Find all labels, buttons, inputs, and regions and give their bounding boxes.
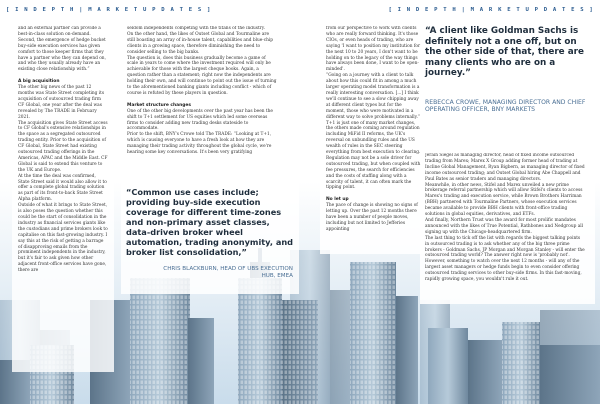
subheading-no-let-up: No let up	[326, 197, 349, 203]
column-1-body: The other big news of the past 12 months was State Street completing its acquisition of outsourced trading firm CF Global, one year after the deal was revealed by The TRADE in February 2021. The acquisition gives State Street access to CF Global's extensive relationships in the space as a segregated outsourced trading entity. Prior to the acquisition of CF Global, State Street had existing outsourced trading offerings in the Americas, APAC and the Middle East. CF Global is said to extend this venture to the UK and Europe. At the time the deal was confirmed, State Street said it would also allow it to offer a complete global trading solution as part of its front-to-back State Street Alpha platform. Outside of what it brings to State Street, is also poses the question whether this could be the start of consolidation in the industry as financial services giants like the custodians and prime brokers look to capitalise on this fast-growing industry. I say this at the risk of getting a barrage of disapproving emails from the prominent independents in the industry, but it's fair to ask given how other adjacent front-office services have gone, there are	[18, 85, 108, 274]
column-3-body-continued: The pace of change is showing no signs of letting up. Over the past 12 months there have been a number of people moves, including but not limited to Jefferies appointing	[326, 203, 418, 232]
column-3-body: from our perspective to work with clients who are really forward thinking. It's those CIOs, or even heads of trading, who are saying 'I want to position my institution for the next 10 to 20 years, I don't want to be holding on to the legacy of the way things have always been done, I want to be open-minded'. “Going on a journey with a client to talk about how this could fit in among a much larger operating model transformation is a really interesting conversation. [...] I think we'll continue to see a slow chipping away at different client types but for the moment, those who were motivated in a different way to solve problems internally.” T+1 is just one of many market changes, the others made coming around regulation including MiFid II reforms, the UK's reversal on unbundling rules and the US wealth of rules in the SEC steering everything from best execution to clearing. Regulation may not be a sole driver for outsourced trading, but when coupled with fee pressures, the search for efficiencies and the costs of staffing along with a scarcity of talent, it can often mark the tipping point.	[326, 26, 421, 191]
pull-quote-blackburn: “Common use cases include; providing buy-side execution coverage for different time-zones and non-primary asset classes, data-driven broker wheel automation, trading anonymity, and broker list consolidation,”	[126, 187, 294, 257]
article-column-4: Jerain Siegel as managing director, head of fixed income outsourced trading from Marex; Marex X Group adding former head of trading at Incline Global Management, Ryan Bigbern, as managing director of fixed income outsourced trading; and Outset Global hiring Abe Chappell and Paul Bates as senior traders and managing directors. Meanwhile, in other news, Stifel and Marex unveiled a new prime brokerage referral partnership which will allow Stifel's clients to access Marex's trading and execution service, while Brown Brothers Harriman (BBH) partnered with Tourmaline Partners, whose execution services became available to provide BBH clients with front-office trading solutions in global equities, derivatives, and ETFs. And finally, Northern Trust was the award for most prolific mandates announced with the likes of True Potential, Rathbones and Nedgroup all signing up with the Chicago-headquartered firm. The last thing to tick off the list with regards the biggest talking points in outsourced trading is to ask whether any of the big three prime brokers - Goldman Sachs, JP Morgan and Morgan Stanley - will enter the outsourced trading world? The answer right now is 'probably not'. However, something to watch over the next 12 months - will any of the largest asset managers or hedge funds begin to even consider offering outsourced trading services to other buy-side firms. In this fast-moving, rapidly growing space, you wouldn't rule it out.	[425, 153, 585, 283]
subheading-big-acquisition: A big acquisition	[18, 79, 60, 85]
subheading-market-structure: Market structure changes	[127, 102, 191, 108]
section-header-right: [ I N D E P T H | M A R K E T U P D A T E S ]	[388, 7, 594, 13]
pull-quote-blackburn-attribution: CHRIS BLACKBURN, HEAD OF UBS EXECUTION HUB, EMEA	[163, 266, 293, 279]
article-column-2	[127, 26, 277, 186]
article-column-1	[18, 26, 108, 404]
column-2-body-continued: One of the other big developments over the past year has been the shift to T+1 settlement for US equities which led some overseas firms to consider adding new trading desks stateside to accommodate. Prior to the shift, BNY's Crowe told The TRADE: “Looking at T+1, which is causing everyone to have a fresh look at how they are managing their trading activity throughout the global cycle, we're hearing some key conversations. It's been very gratifying	[127, 108, 273, 156]
section-header-left: [ I N D E P T H | M A R K E T U P D A T E S ]	[6, 7, 212, 13]
column-1-intro: and an external partner can provide a best-in-class solution on-demand. Second, the emergence of hedge bucket buy-side execution services has given comfort to those keeper firms that they have a partner who they can depend on, and who they usually already have an existing close relationship with.”	[18, 26, 106, 73]
column-2-body: seldom independents competing with the titans of the industry. On the other hand, the likes of Outset Global and Tourmaline are still boasting an array of in-house talent, capabilities and blue-chip clients in a growing space, therefore diminishing the need to consider selling to the big banks. The question is, does this business gradually become a game of scale in years to come where the investment required will only be achievable for those with the largest cheque books. Again, a question rather than a statement; right now the independents are holding their own, and will continue to point out the issue of turning to the aforementioned banking giants including conflict - which of course is refuted by these players in question.	[127, 26, 277, 96]
article-column-3	[326, 26, 421, 404]
pull-quote-crowe: “A client like Goldman Sachs is definitely not a one off, but on the other side of that, there are many clients who are on a journey.”	[425, 26, 584, 79]
pull-quote-crowe-attribution: REBECCA CROWE, MANAGING DIRECTOR AND CHIEF OPERATING OFFICER, BNY MARKETS	[425, 99, 586, 114]
